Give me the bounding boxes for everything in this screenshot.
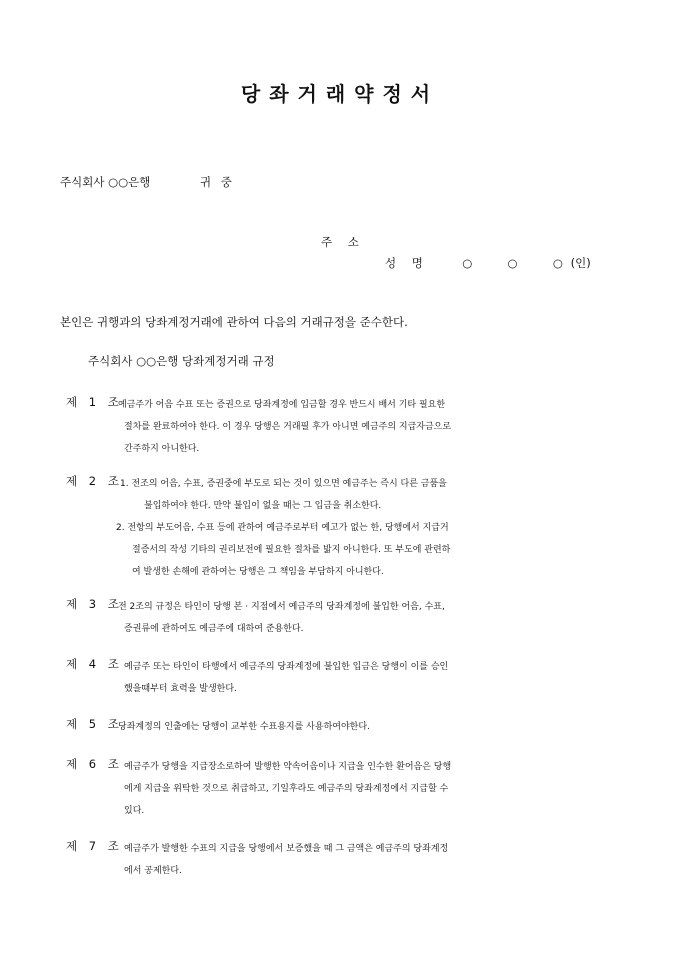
article-line: 여 발생한 손해에 관하여는 당행은 그 책임을 부담하지 아니한다. [132,567,384,577]
article-line: 당좌계정의 인출에는 당행이 교부한 수표용지를 사용하여야한다. [118,722,370,732]
article-line: 했을때부터 효력을 발생한다. [124,684,237,694]
article-line: 예금주가 발행한 수표의 지급을 당행에서 보증했을 때 그 금액은 예금주의 당좌계정 [124,844,449,854]
signature-label: 성 명 [385,256,429,270]
article-line: 증권류에 관하여도 예금주에 대하여 준용한다. [124,624,304,634]
article-line: 에게 지급을 위탁한 것으로 취급하고, 기일후라도 예금주의 당좌계정에서 지급할 수 [124,784,449,794]
article-line: 예금주가 당행을 지급장소로하여 발행한 약속어음이나 지급을 인수한 환어음은 당행 [124,762,452,772]
article-line: 전 2조의 규정은 타인이 당행 본 · 지점에서 예금주의 당좌계정에 불입한 어음, 수표, [118,602,445,612]
article-body [124,756,626,822]
article-body [124,656,626,700]
article-number: 제 2 조 [66,474,123,488]
article-line: 에서 공제한다. [124,866,182,876]
article-line: 예금주가 어음 수표 또는 증권으로 당좌계정에 입금할 경우 반드시 배서 기타 필요한 [118,400,446,410]
signature-mark: ○ [507,256,518,270]
article-number: 제 5 조 [66,717,123,731]
article-body [116,473,626,583]
article-line: 예금주 또는 타인이 타행에서 예금주의 당좌계정에 불입한 입금은 당행이 이를 승인 [124,662,449,672]
article-body [118,394,626,460]
article-line: 불입하여야 한다. 만약 불입이 없을 때는 그 입금을 취소한다. [144,501,382,511]
addressee-bank: 주식회사 ○○은행 [60,175,151,189]
article-line: 간주하지 아니한다. [124,444,200,454]
article-line: 있다. [124,806,145,816]
address-label: 주 소 [321,235,365,249]
article-number: 제 4 조 [66,657,123,671]
addressee-line [60,175,235,189]
signature-mark: ○ [552,256,563,270]
article-line: 1. 전조의 어음, 수표, 증권중에 부도로 되는 것이 있으면 예금주는 즉시 다른 금품을 [120,479,447,489]
signature-row [385,256,591,270]
document-title: 당좌거래약정서 [240,82,440,106]
article-number: 제 1 조 [66,395,123,409]
article-number: 제 3 조 [66,597,123,611]
article-body [124,838,626,882]
article-line: 2. 전항의 부도어음, 수표 등에 관하여 예금주로부터 예고가 없는 한, 당행에서 지급거 [116,523,449,533]
article-number: 제 6 조 [66,757,123,771]
article-number: 제 7 조 [66,839,123,853]
signature-mark: ○ [462,256,473,270]
rules-title: 주식회사 ○○은행 당좌계정거래 규정 [88,354,275,368]
article-body [118,596,626,640]
article-body [118,716,626,738]
article-line: 절증서의 작성 기타의 권리보전에 필요한 절차를 밟지 아니한다. 또 부도에 관련하 [132,545,451,555]
addressee-honorific: 귀 중 [200,175,235,189]
intro-paragraph: 본인은 귀행과의 당좌계정거래에 관하여 다음의 거래규정을 준수한다. [60,315,408,329]
article-line: 절차를 완료하여야 한다. 이 경우 당행은 거래필 후가 아니면 예금주의 지급자금으로 [124,422,452,432]
seal-mark: (인) [570,256,591,270]
